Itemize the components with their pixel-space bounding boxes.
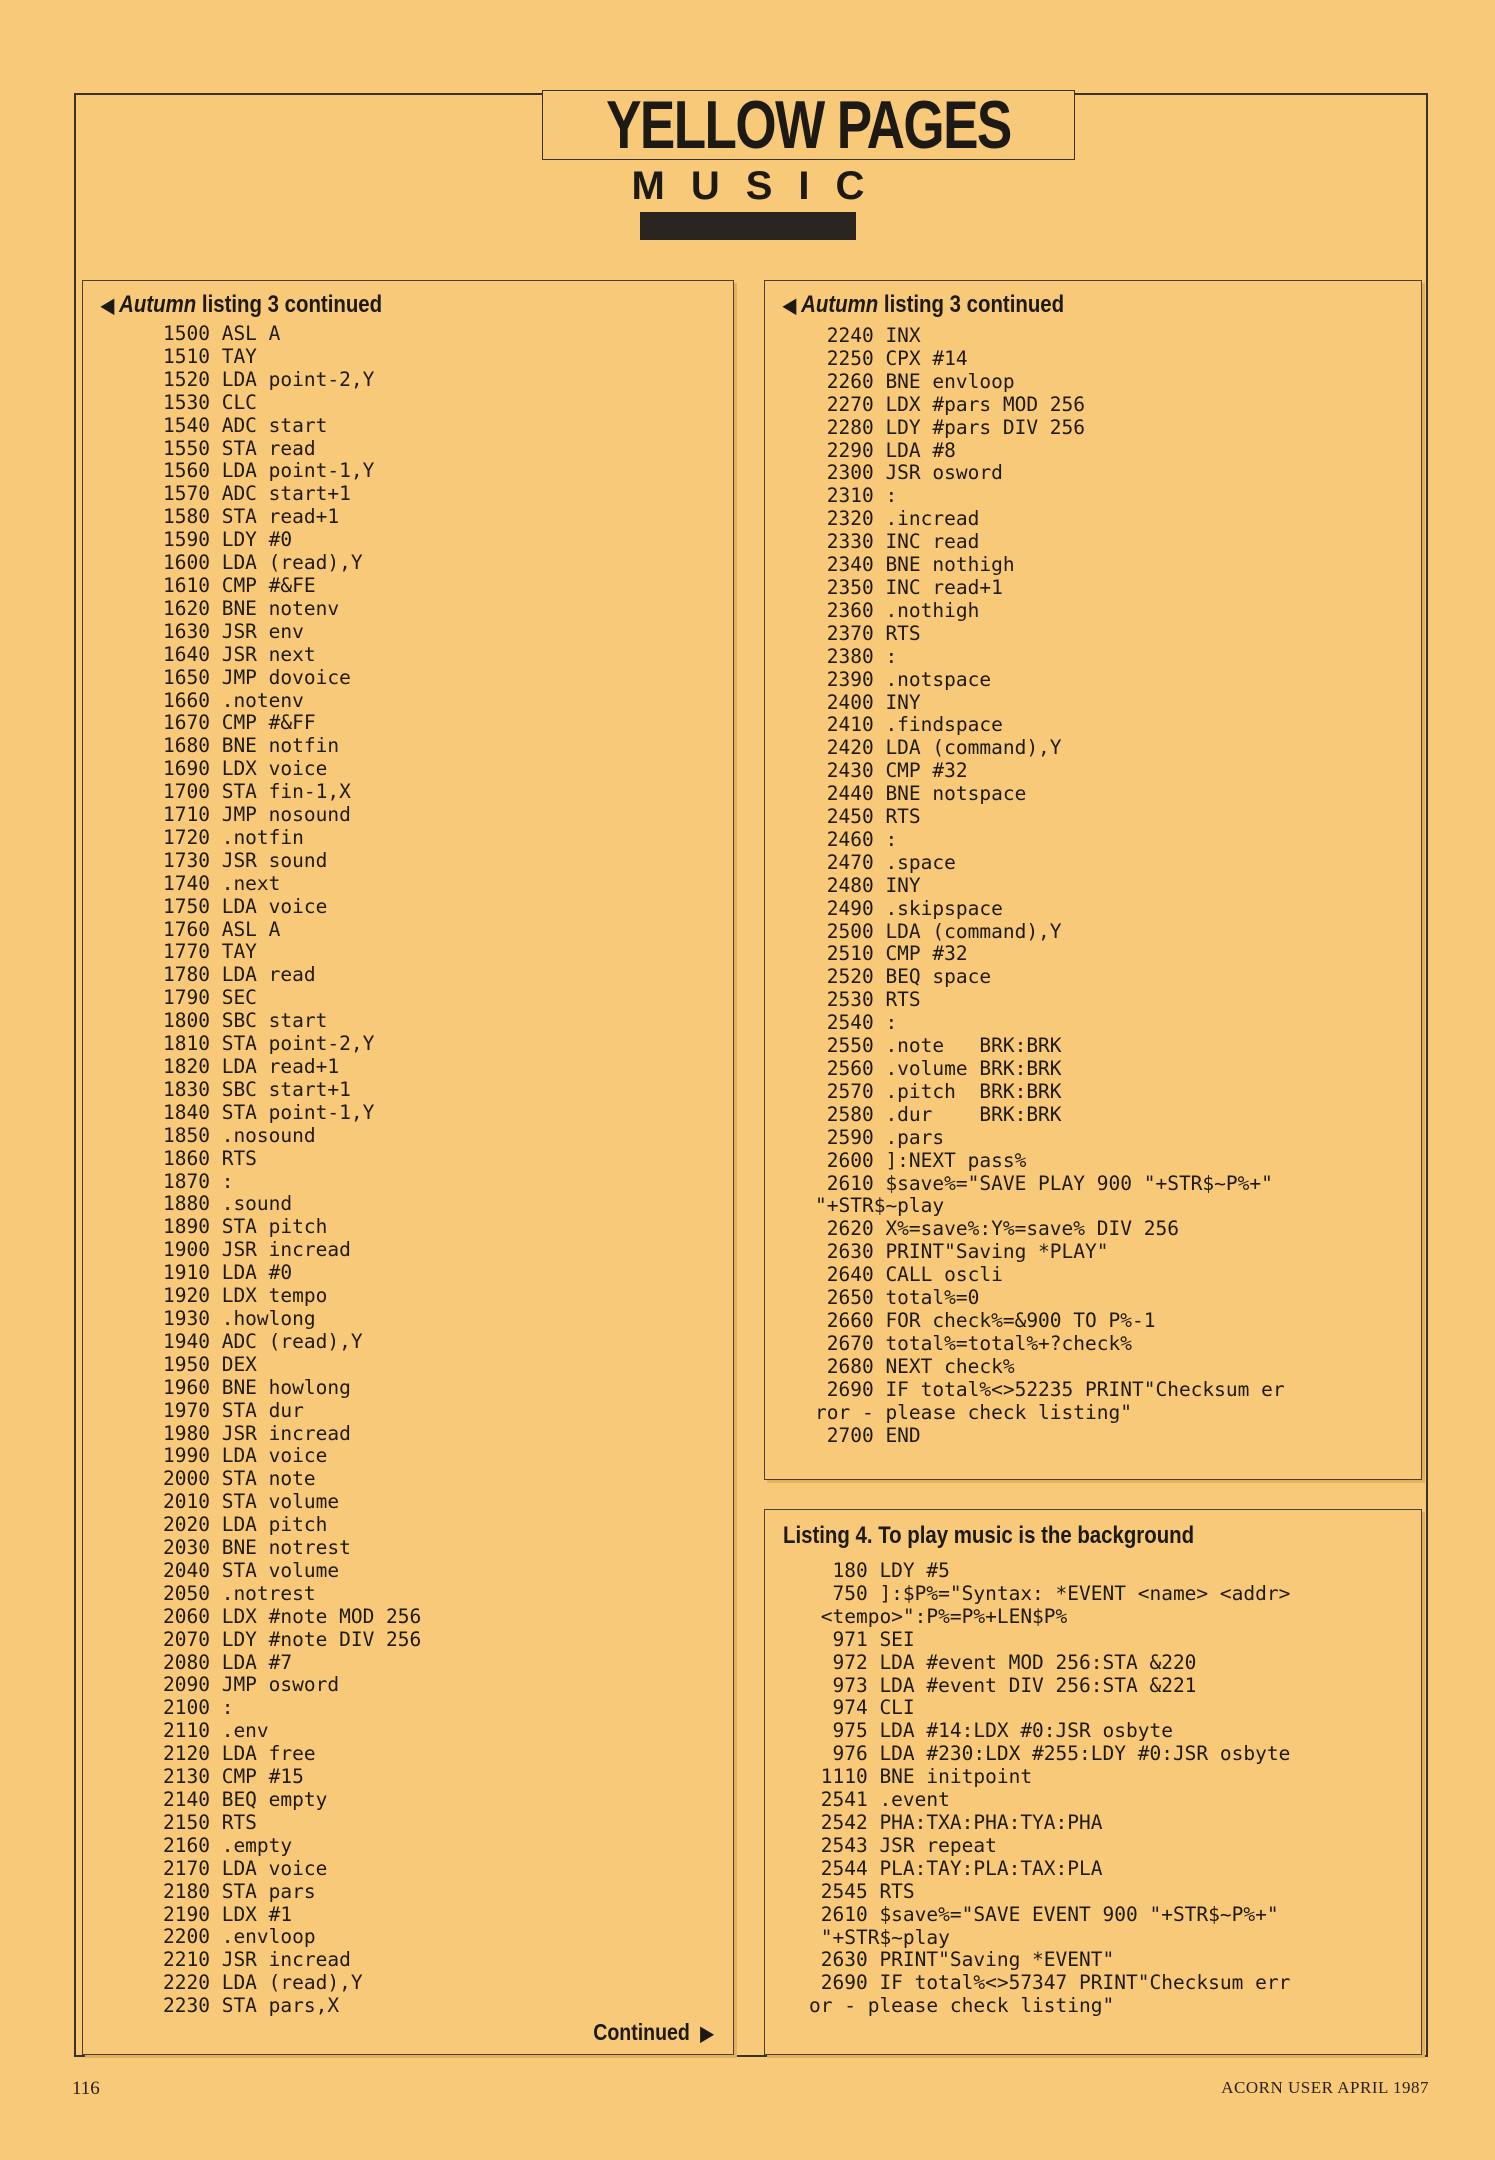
- listing4-code: [809, 1560, 1290, 2018]
- code-line: 1580 STA read+1: [163, 505, 340, 529]
- code-line: 2020 LDA pitch: [163, 1513, 328, 1537]
- code-line: 972 LDA #event MOD 256:STA &220: [809, 1650, 1197, 1674]
- code-line: 2210 JSR incread: [163, 1948, 351, 1972]
- listing4-heading: Listing 4. To play music is the background: [783, 1522, 1195, 1549]
- code-line: 2310 :: [815, 484, 898, 508]
- page-title: YELLOW PAGES: [606, 87, 1011, 163]
- code-line: 2450 RTS: [815, 805, 921, 829]
- code-line: "+STR$~play: [815, 1194, 945, 1218]
- code-line: 1610 CMP #&FE: [163, 573, 316, 597]
- code-line: 1950 DEX: [163, 1352, 257, 1376]
- code-line: 1870 :: [163, 1169, 234, 1193]
- code-line: 2150 RTS: [163, 1810, 257, 1834]
- code-line: 2340 BNE nothigh: [815, 553, 1015, 577]
- code-line: 2470 .space: [815, 850, 956, 874]
- code-line: 2542 PHA:TXA:PHA:TYA:PHA: [809, 1810, 1103, 1834]
- code-line: 2110 .env: [163, 1719, 269, 1743]
- code-line: 1110 BNE initpoint: [809, 1765, 1033, 1789]
- code-line: 2650 total%=0: [815, 1286, 980, 1310]
- code-line: 2700 END: [815, 1423, 921, 1447]
- code-line: 2670 total%=total%+?check%: [815, 1331, 1132, 1355]
- code-line: 1830 SBC start+1: [163, 1077, 351, 1101]
- listing3-left-panel: [82, 280, 734, 2055]
- continued-label: [593, 2019, 713, 2046]
- code-line: 2030 BNE notrest: [163, 1536, 351, 1560]
- code-line: 2360 .nothigh: [815, 598, 980, 622]
- code-line: 2590 .pars: [815, 1125, 945, 1149]
- code-line: 2080 LDA #7: [163, 1650, 293, 1674]
- code-line: 1740 .next: [163, 871, 281, 895]
- heading-rest: listing 3 continued: [196, 291, 383, 318]
- listing4-panel: [764, 1509, 1422, 2055]
- code-line: 1810 STA point-2,Y: [163, 1032, 375, 1056]
- code-line: 2370 RTS: [815, 621, 921, 645]
- code-line: 2690 IF total%<>57347 PRINT"Checksum err: [809, 1971, 1291, 1995]
- code-line: 2580 .dur BRK:BRK: [815, 1102, 1062, 1126]
- code-line: 2610 $save%="SAVE PLAY 900 "+STR$~P%+": [815, 1171, 1273, 1195]
- code-line: 1590 LDY #0: [163, 528, 293, 552]
- code-line: 2350 INC read+1: [815, 575, 1003, 599]
- code-line: 1790 SEC: [163, 986, 257, 1010]
- code-line: 1540 ADC start: [163, 413, 328, 437]
- section-subtitle: MUSIC: [631, 164, 891, 208]
- code-line: 1910 LDA #0: [163, 1261, 293, 1285]
- code-line: 2220 LDA (read),Y: [163, 1971, 363, 1995]
- code-line: 1560 LDA point-1,Y: [163, 459, 375, 483]
- code-line: 1990 LDA voice: [163, 1444, 328, 1468]
- code-line: 1800 SBC start: [163, 1009, 328, 1033]
- code-line: 2190 LDX #1: [163, 1902, 293, 1926]
- code-line: 2500 LDA (command),Y: [815, 919, 1062, 943]
- code-line: ror - please check listing": [815, 1400, 1132, 1424]
- code-line: 2170 LDA voice: [163, 1856, 328, 1880]
- code-line: 1680 BNE notfin: [163, 734, 340, 758]
- code-line: 2530 RTS: [815, 988, 921, 1012]
- left-code-listing: [163, 323, 421, 2018]
- code-line: 2400 INY: [815, 690, 921, 714]
- code-line: 2230 STA pars,X: [163, 1994, 340, 2018]
- code-line: 2540 :: [815, 1011, 898, 1035]
- code-line: 1670 CMP #&FF: [163, 711, 316, 735]
- subtitle-bar: [640, 212, 856, 240]
- code-line: 2430 CMP #32: [815, 759, 968, 783]
- code-line: 1980 JSR incread: [163, 1421, 351, 1445]
- code-line: 2290 LDA #8: [815, 438, 956, 462]
- code-line: 1520 LDA point-2,Y: [163, 367, 375, 391]
- code-line: 2180 STA pars: [163, 1879, 316, 1903]
- code-line: 2600 ]:NEXT pass%: [815, 1148, 1027, 1172]
- code-line: 1600 LDA (read),Y: [163, 551, 363, 575]
- code-line: 2090 JMP osword: [163, 1673, 340, 1697]
- code-line: 2390 .notspace: [815, 667, 992, 691]
- code-line: 2545 RTS: [809, 1879, 915, 1903]
- code-line: 2510 CMP #32: [815, 942, 968, 966]
- code-line: 2630 PRINT"Saving *EVENT": [809, 1948, 1115, 1972]
- code-line: 2000 STA note: [163, 1467, 316, 1491]
- code-line: 2544 PLA:TAY:PLA:TAX:PLA: [809, 1856, 1103, 1880]
- code-line: 2260 BNE envloop: [815, 369, 1015, 393]
- code-line: 1770 TAY: [163, 940, 257, 964]
- code-line: 2200 .envloop: [163, 1925, 316, 1949]
- code-line: 2410 .findspace: [815, 713, 1003, 737]
- code-line: 1700 STA fin-1,X: [163, 780, 351, 804]
- code-line: 2240 INX: [815, 324, 921, 347]
- code-line: 2480 INY: [815, 873, 921, 897]
- code-line: 1890 STA pitch: [163, 1215, 328, 1239]
- listing3-right-panel: [764, 280, 1422, 1480]
- code-line: 1620 BNE notenv: [163, 596, 340, 620]
- code-line: 2440 BNE notspace: [815, 782, 1027, 806]
- code-line: 2543 JSR repeat: [809, 1833, 997, 1857]
- code-line: 2120 LDA free: [163, 1742, 316, 1766]
- code-line: 976 LDA #230:LDX #255:LDY #0:JSR osbyte: [809, 1742, 1291, 1766]
- code-line: 1500 ASL A: [163, 322, 281, 345]
- continued-text: Continued: [592, 2019, 690, 2045]
- code-line: 2130 CMP #15: [163, 1765, 304, 1789]
- right-panel-heading: [783, 291, 1064, 319]
- code-line: 1750 LDA voice: [163, 894, 328, 918]
- code-line: 2541 .event: [809, 1788, 950, 1812]
- code-line: 1780 LDA read: [163, 963, 316, 987]
- code-line: 2140 BEQ empty: [163, 1788, 328, 1811]
- code-line: 2280 LDY #pars DIV 256: [815, 415, 1086, 439]
- code-line: 1640 JSR next: [163, 642, 316, 666]
- code-line: 2560 .volume BRK:BRK: [815, 1057, 1062, 1080]
- code-line: 1650 JMP dovoice: [163, 665, 351, 689]
- code-line: 1930 .howlong: [163, 1306, 316, 1330]
- code-line: 1940 ADC (read),Y: [163, 1329, 363, 1353]
- code-line: 2060 LDX #note MOD 256: [163, 1604, 422, 1628]
- code-line: 1760 ASL A: [163, 917, 281, 941]
- page-header: [542, 87, 1011, 250]
- code-line: 1530 CLC: [163, 390, 257, 414]
- arrow-right-icon: ▶: [699, 2023, 713, 2045]
- heading-italic: Autumn: [801, 291, 879, 318]
- code-line: 1710 JMP nosound: [163, 803, 351, 827]
- page-number: 116: [72, 2078, 100, 2099]
- code-line: 2640 CALL oscli: [815, 1263, 1003, 1287]
- code-line: 2320 .incread: [815, 507, 980, 531]
- code-line: 2460 :: [815, 827, 898, 851]
- code-line: 2380 :: [815, 644, 898, 668]
- code-line: <tempo>":P%=P%+LEN$P%: [809, 1604, 1068, 1628]
- code-line: 2270 LDX #pars MOD 256: [815, 392, 1086, 416]
- code-line: 1860 RTS: [163, 1146, 257, 1170]
- code-line: 2630 PRINT"Saving *PLAY": [815, 1240, 1109, 1264]
- code-line: 2070 LDY #note DIV 256: [163, 1627, 422, 1651]
- left-panel-heading: [101, 291, 382, 319]
- code-line: 2490 .skipspace: [815, 896, 1003, 920]
- code-line: 2660 FOR check%=&900 TO P%-1: [815, 1308, 1156, 1332]
- code-line: 1510 TAY: [163, 344, 257, 368]
- code-line: 1570 ADC start+1: [163, 482, 351, 506]
- title-box: [542, 87, 1075, 163]
- code-line: 2100 :: [163, 1696, 234, 1720]
- code-line: 2420 LDA (command),Y: [815, 736, 1062, 760]
- code-line: 750 ]:$P%="Syntax: *EVENT <name> <addr>: [809, 1581, 1291, 1605]
- code-line: 2690 IF total%<>52235 PRINT"Checksum er: [815, 1377, 1285, 1401]
- publication-info: ACORN USER APRIL 1987: [1221, 2078, 1429, 2097]
- code-line: 2010 STA volume: [163, 1490, 340, 1514]
- code-line: 1550 STA read: [163, 436, 316, 460]
- code-line: 2570 .pitch BRK:BRK: [815, 1079, 1062, 1103]
- code-line: 1820 LDA read+1: [163, 1055, 340, 1078]
- code-line: 1630 JSR env: [163, 619, 304, 643]
- arrow-left-icon: ◀: [101, 295, 115, 317]
- code-line: 2300 JSR osword: [815, 461, 1003, 485]
- code-line: 2620 X%=save%:Y%=save% DIV 256: [815, 1217, 1179, 1241]
- heading-rest: listing 3 continued: [878, 291, 1065, 318]
- code-line: 2550 .note BRK:BRK: [815, 1034, 1062, 1058]
- code-line: 2680 NEXT check%: [815, 1354, 1015, 1378]
- code-line: 1660 .notenv: [163, 688, 304, 712]
- code-line: 1880 .sound: [163, 1192, 293, 1216]
- code-line: 2250 CPX #14: [815, 346, 968, 370]
- code-line: 2040 STA volume: [163, 1558, 340, 1582]
- code-line: or - please check listing": [809, 1994, 1115, 2018]
- code-line: 1720 .notfin: [163, 825, 304, 849]
- code-line: 2610 $save%="SAVE EVENT 900 "+STR$~P%+": [809, 1902, 1279, 1926]
- code-line: 1900 JSR incread: [163, 1238, 351, 1262]
- code-line: 975 LDA #14:LDX #0:JSR osbyte: [809, 1719, 1173, 1743]
- code-line: 971 SEI: [809, 1627, 915, 1651]
- code-line: 2160 .empty: [163, 1833, 293, 1857]
- code-line: 2050 .notrest: [163, 1581, 316, 1605]
- arrow-left-icon: ◀: [783, 295, 797, 317]
- code-line: 180 LDY #5: [809, 1559, 950, 1582]
- code-line: "+STR$~play: [809, 1925, 950, 1949]
- code-line: 2520 BEQ space: [815, 965, 992, 989]
- code-line: 1920 LDX tempo: [163, 1284, 328, 1308]
- code-line: 1960 BNE howlong: [163, 1375, 351, 1399]
- code-line: 1840 STA point-1,Y: [163, 1100, 375, 1124]
- code-line: 973 LDA #event DIV 256:STA &221: [809, 1673, 1197, 1697]
- code-line: 1850 .nosound: [163, 1123, 316, 1147]
- code-line: 1730 JSR sound: [163, 848, 328, 872]
- code-line: 1970 STA dur: [163, 1398, 304, 1422]
- code-line: 974 CLI: [809, 1696, 915, 1720]
- code-line: 1690 LDX voice: [163, 757, 328, 781]
- heading-italic: Autumn: [119, 291, 197, 318]
- code-line: 2330 INC read: [815, 530, 980, 554]
- right-code-listing: [815, 325, 1285, 1447]
